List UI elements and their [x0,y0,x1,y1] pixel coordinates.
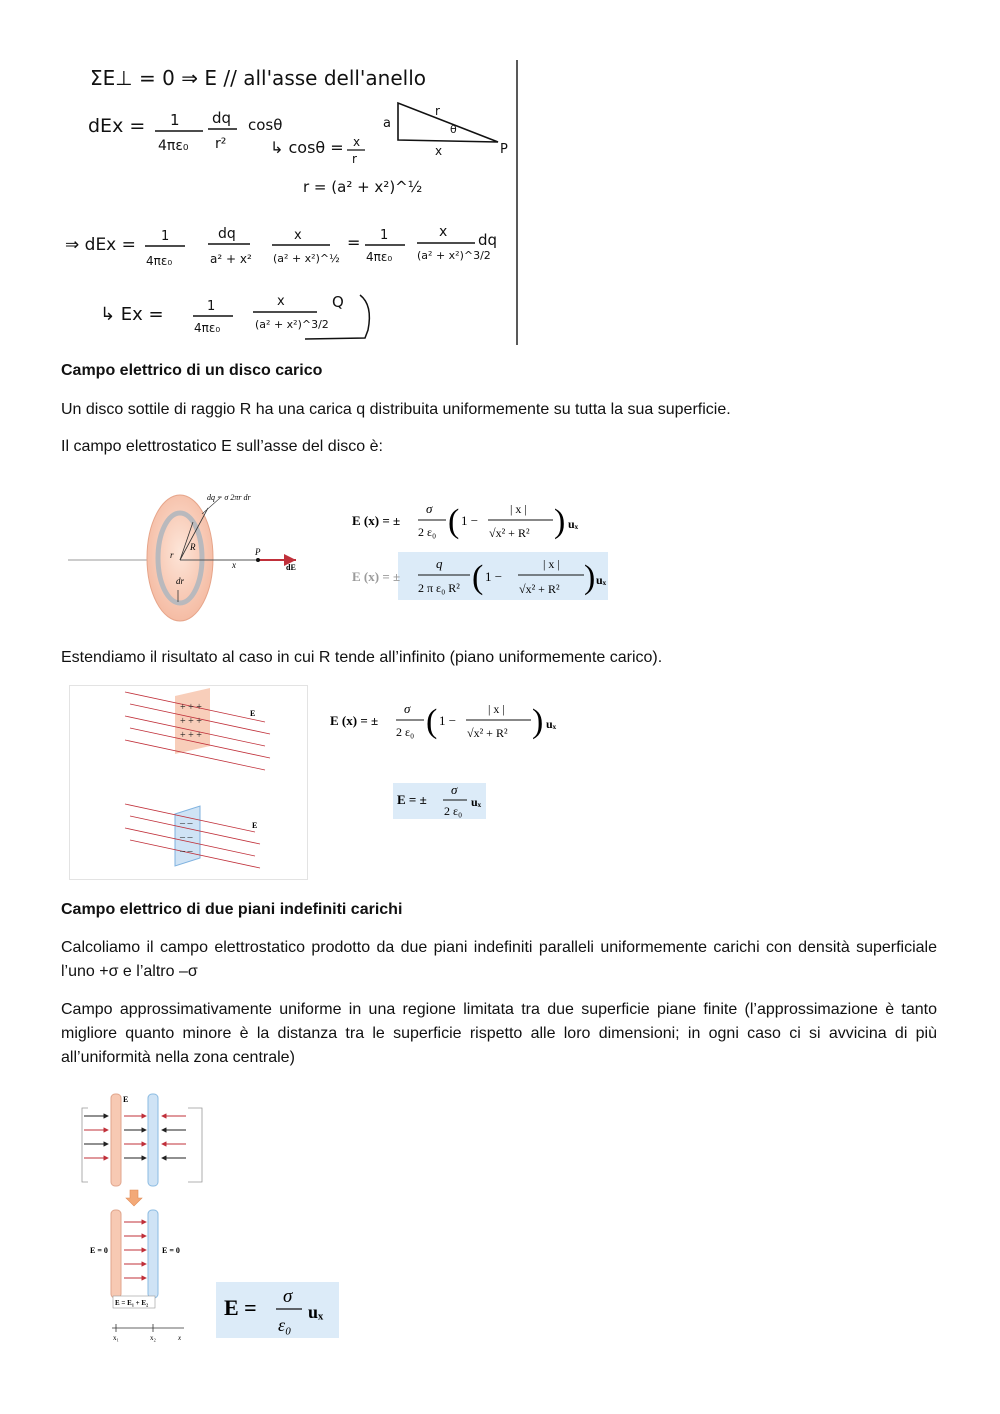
formula-plane-field-limit [326,698,566,746]
svg-text:| x |: | x | [510,502,527,516]
svg-text:E =: E = [224,1295,257,1320]
svg-text:(: ( [472,559,484,596]
svg-text:r²: r² [215,136,227,152]
svg-text:ε₀: ε₀ [278,1315,292,1335]
paragraph-infinite-plane: Estendiamo il risultato al caso in cui R tende all’infinito (piano uniformemente carico). [61,649,663,666]
svg-text:E (x) = ±: E (x) = ± [352,569,401,584]
svg-text:dE: dE [286,563,296,572]
svg-text:√x² + R²: √x² + R² [519,582,560,596]
svg-text:uₓ: uₓ [308,1302,324,1322]
svg-text:1 −: 1 − [485,569,503,584]
svg-text:E: E [123,1095,129,1104]
svg-text:√x² + R²: √x² + R² [489,526,530,540]
svg-text:uₓ: uₓ [568,517,579,531]
note-cos-def: ↳ cosθ = [270,138,344,157]
svg-text:x₁: x₁ [113,1334,119,1342]
svg-text:r: r [352,152,357,166]
svg-text:=: = [347,233,361,252]
svg-text:(: ( [448,503,460,540]
svg-text:x: x [353,135,361,149]
paragraph-disk-field: Il campo elettrostatico E sull’asse del disco è: [61,438,383,455]
paragraph-two-planes-uniform: Campo approssimativamente uniforme in una regione limitata tra due superficie piane finite (l’approssimazione è tanto migliore quanto minore è la distanza tra le superficie rispetto alle loro dimensioni; in ogni caso ci si avvicina di più all’uniformità nella zona centrale) [61,1001,937,1066]
svg-text:E: E [250,709,256,718]
svg-text:4πε₀: 4πε₀ [366,250,393,264]
svg-text:E = ±: E = ± [397,792,427,807]
svg-text:): ) [554,503,566,540]
triangle-sketch [383,103,508,158]
paragraph-disk-intro: Un disco sottile di raggio R ha una carica q distribuita uniformemente su tutta la sua superficie. [61,401,731,418]
svg-text:x: x [439,224,448,240]
svg-text:σ: σ [451,782,458,797]
svg-text:dq: dq [478,231,498,249]
svg-text:1: 1 [161,229,170,244]
svg-text:4πε₀: 4πε₀ [194,321,221,335]
svg-text:q: q [436,556,443,571]
svg-text:x: x [277,294,285,309]
svg-text:Q: Q [332,293,344,311]
plane-figure [70,686,306,878]
svg-text:E (x) = ±: E (x) = ± [352,513,401,528]
svg-text:| x |: | x | [488,702,505,716]
svg-text:E (x) = ±: E (x) = ± [330,713,379,728]
section-title-two-planes: Campo elettrico di due piani indefiniti carichi [61,901,403,918]
svg-text:uₓ: uₓ [471,795,482,809]
svg-text:1: 1 [207,299,216,314]
svg-text:2 π ε₀ R²: 2 π ε₀ R² [418,581,460,595]
svg-text:P: P [255,547,261,557]
svg-text:dr: dr [176,576,185,586]
formula-plane-field [393,781,489,821]
svg-text:(a² + x²)^½: (a² + x²)^½ [273,252,340,265]
svg-text:√x² + R²: √x² + R² [467,726,508,740]
svg-text:r: r [170,550,174,560]
svg-text:4πε₀: 4πε₀ [158,138,189,154]
svg-text:(a² + x²)^3/2: (a² + x²)^3/2 [417,249,491,262]
svg-text:+ + +: + + + [180,716,202,727]
svg-text:dq: dq [212,109,232,127]
svg-text:1: 1 [170,111,180,129]
note-dex-lhs: dEx = [88,115,146,137]
svg-text:uₓ: uₓ [596,573,607,587]
svg-text:E: E [252,821,258,830]
svg-text:x₂: x₂ [150,1334,156,1342]
note-dex-full: ⇒ dEx = [65,235,136,255]
disk-dq-label: dq = σ 2πr dr [207,493,251,502]
svg-text:(a² + x²)^3/2: (a² + x²)^3/2 [255,318,329,331]
handwritten-notes [55,55,525,350]
svg-text:– –: – – [180,832,193,843]
svg-text:x: x [232,560,236,570]
svg-text:E = E₁ + E₂: E = E₁ + E₂ [115,1299,149,1307]
paragraph-two-planes-intro: Calcoliamo il campo elettrostatico prodotto da due piani indefiniti paralleli uniformemente carichi con densità superficiale l’uno +σ e l’altro –σ [61,939,937,980]
section-title-disk: Campo elettrico di un disco carico [61,362,323,379]
svg-text:– –: – – [180,818,193,829]
svg-text:): ) [532,703,544,740]
svg-text:σ: σ [426,501,433,516]
svg-text:+ + +: + + + [180,730,202,741]
svg-text:x: x [294,228,302,243]
svg-text:θ: θ [450,123,457,136]
note-ex-result: ↳ Ex = [100,304,164,325]
svg-text:| x |: | x | [543,557,560,571]
formula-disk-field-q [348,552,610,602]
svg-text:dq: dq [218,226,236,242]
svg-text:2 ε₀: 2 ε₀ [396,725,415,739]
svg-text:x: x [435,144,443,158]
svg-text:σ: σ [283,1286,293,1307]
svg-text:1 −: 1 − [461,513,479,528]
svg-text:uₓ: uₓ [546,717,557,731]
svg-text:a² + x²: a² + x² [210,252,252,266]
svg-text:r: r [435,104,440,118]
svg-text:P: P [500,142,508,157]
svg-text:1: 1 [380,228,389,243]
svg-text:4πε₀: 4πε₀ [146,254,173,268]
formula-disk-field [348,498,588,546]
svg-text:x: x [178,1334,182,1342]
two-planes-figure [78,1090,206,1342]
svg-text:– –: – – [180,846,193,857]
svg-text:2 ε₀: 2 ε₀ [418,525,437,539]
svg-text:+ + +: + + + [180,702,202,713]
svg-text:2 ε₀: 2 ε₀ [444,804,463,818]
svg-text:a: a [383,116,391,131]
svg-text:E = 0: E = 0 [162,1246,180,1255]
svg-text:cosθ: cosθ [248,116,283,134]
svg-text:1 −: 1 − [439,713,457,728]
svg-text:σ: σ [404,701,411,716]
svg-text:R: R [190,542,196,552]
note-r-def: r = (a² + x²)^½ [303,178,423,196]
svg-text:(: ( [426,703,438,740]
svg-text:E = 0: E = 0 [90,1246,108,1255]
note-line-1: ΣE⊥ = 0 ⇒ E // all'asse dell'anello [90,66,427,90]
svg-text:): ) [584,559,596,596]
disk-figure [68,488,308,624]
formula-two-planes [216,1282,340,1338]
